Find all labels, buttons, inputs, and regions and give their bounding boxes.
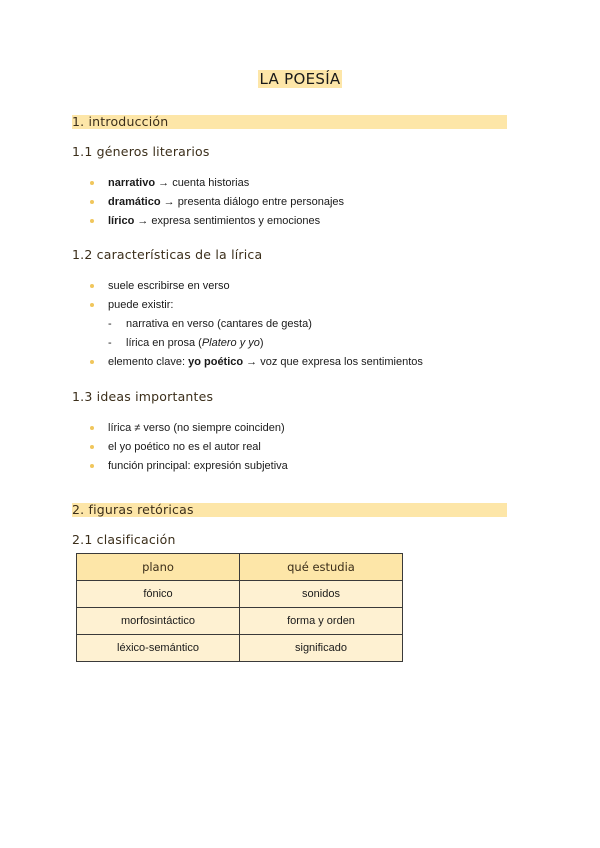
table-row [77,581,403,608]
list-item: elemento clave: yo poético → voz que expresa los sentimientos [90,353,423,372]
generos-list [90,174,344,231]
list-item: suele escribirse en verso [90,277,423,296]
subheading-caracteristicas: 1.2 características de la lírica [72,247,263,262]
list-item: el yo poético no es el autor real [90,438,288,457]
table-header-row [77,554,403,581]
page-title: LA POESÍA [259,70,341,88]
subheading-ideas: 1.3 ideas importantes [72,389,214,404]
section-heading-introduccion: 1. introducción [72,115,507,129]
sublist-item: - narrativa en verso (cantares de gesta) [90,315,423,334]
subheading-clasificacion: 2.1 clasificación [72,532,176,547]
table-cell: fónico [77,581,240,608]
table-header-cell: plano [77,554,240,581]
caracteristicas-list [90,277,423,372]
list-item: lírica ≠ verso (no siempre coinciden) [90,419,288,438]
sublist [90,315,423,353]
clasificacion-table [76,553,403,662]
sublist-container [90,315,423,353]
sublist-item: - lírica en prosa (Platero y yo) [90,334,423,353]
table-cell: significado [240,635,403,662]
table-cell: morfosintáctico [77,608,240,635]
subheading-generos: 1.1 géneros literarios [72,144,210,159]
section-heading-figuras: 2. figuras retóricas [72,503,507,517]
table-cell: forma y orden [240,608,403,635]
table-row [77,608,403,635]
table-cell: sonidos [240,581,403,608]
ideas-list [90,419,288,476]
list-item: lírico → expresa sentimientos y emociones [90,212,344,231]
list-item: función principal: expresión subjetiva [90,457,288,476]
list-item: puede existir: [90,296,423,315]
table-row [77,635,403,662]
table-cell: léxico-semántico [77,635,240,662]
table-header-cell: qué estudia [240,554,403,581]
list-item: dramático → presenta diálogo entre personajes [90,193,344,212]
list-item: narrativo → cuenta historias [90,174,344,193]
